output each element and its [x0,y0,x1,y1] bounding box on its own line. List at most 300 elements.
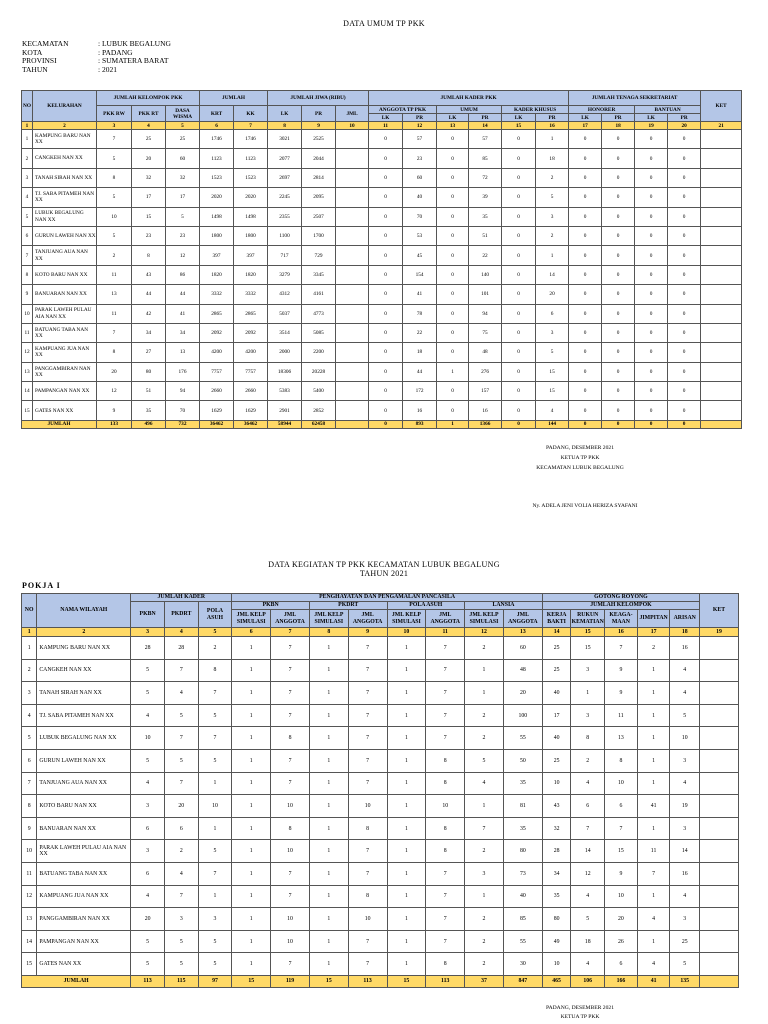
table-cell: 2 [536,226,569,245]
table-cell: 5 [131,953,165,976]
table-cell: 3 [670,749,700,772]
table-cell: 1 [637,682,670,705]
table-cell: 7757 [200,362,234,381]
table-cell: 2 [536,168,569,187]
column-number: 14 [542,628,571,637]
table-cell: 49 [542,930,571,953]
table-cell: 8 [426,817,465,840]
table-cell: 20228 [302,362,336,381]
table-cell: 0 [635,362,668,381]
table-cell: 1 [232,885,271,908]
header-pkbn-group: PKBN [232,602,310,610]
table-cell: 2000 [268,343,302,362]
table-cell: 0 [635,323,668,342]
table-cell: 1498 [200,207,234,226]
ket-cell [700,817,739,840]
column-number: 18 [602,122,635,130]
table-cell: 32 [166,168,200,187]
table-cell: 3 [536,323,569,342]
table-row [22,908,739,931]
header-ket: KET [701,91,742,122]
header-pola-asuh-group: POLA ASUH [387,602,465,610]
table-cell: 8 [571,727,605,750]
table-cell: 35 [542,885,571,908]
column-number: 13 [503,628,542,637]
table-cell: 1 [232,840,271,863]
table-cell: 7 [198,682,232,705]
table-cell: 86 [166,265,200,284]
table-cell: 11 [97,265,132,284]
table-cell: 1 [309,727,348,750]
table-cell: 2814 [302,168,336,187]
table-cell: 1 [309,885,348,908]
table-cell: 85 [503,908,542,931]
table-cell: 17 [542,704,571,727]
table-cell: 0 [369,343,403,362]
ket-cell [701,130,742,149]
total-cell: 847 [503,975,542,987]
table-cell: 22 [403,323,437,342]
table-cell: 7 [164,885,198,908]
total-cell: 133 [97,420,132,428]
row-number: 4 [22,188,33,207]
table-row [22,343,742,362]
table-cell: 1629 [200,401,234,420]
table-cell: 276 [469,362,502,381]
table-cell: 1 [571,682,605,705]
table-cell: 3 [571,659,605,682]
table-cell: 0 [602,246,635,265]
ket-cell [700,637,739,660]
table-cell: 14 [571,840,605,863]
table-cell: 0 [502,207,536,226]
table-cell: 3 [536,207,569,226]
column-number: 10 [336,122,369,130]
table-cell: 10 [542,953,571,976]
table-cell: 51 [469,226,502,245]
table-cell: 1 [387,862,426,885]
table-cell: 0 [668,265,701,284]
total-cell: 732 [166,420,200,428]
total-cell: 36462 [200,420,234,428]
table-cell: 1 [232,682,271,705]
table-cell: 10 [605,772,638,795]
table-cell: 5 [97,226,132,245]
info-row-kota: KOTA : PADANG [22,47,133,57]
table-cell: 0 [437,323,469,342]
table-cell: 28 [164,637,198,660]
total-cell: 496 [132,420,166,428]
header-pkbn: PKBN [131,602,165,628]
column-number: 16 [605,628,638,637]
table-cell: 0 [502,226,536,245]
table-cell: 4 [131,885,165,908]
info-row-kecamatan: KECAMATAN : LUBUK BEGALUNG [22,39,171,48]
table-cell: 12 [166,246,200,265]
table-cell: 44 [403,362,437,381]
table-cell: 1 [387,840,426,863]
ket-cell [701,188,742,207]
table-cell: 13 [97,285,132,304]
row-number: 2 [22,659,37,682]
header-kelurahan: KELURAHAN [33,91,97,122]
header-jml-kelp-simulasi: JML KELP SIMULASI [309,610,348,628]
table-cell: 2 [164,840,198,863]
table-cell: 4 [131,772,165,795]
table-cell: 51 [132,382,166,401]
table-row [22,207,742,226]
table-cell: 8 [426,749,465,772]
doc1-info-block [22,40,171,74]
table-cell: 0 [437,265,469,284]
table-cell: 0 [668,304,701,323]
table-cell: 1700 [302,226,336,245]
table-cell: 27 [132,343,166,362]
table-cell: 2355 [268,207,302,226]
table-row [22,840,739,863]
total-cell: 37 [465,975,504,987]
table-cell: 2660 [234,382,268,401]
table-cell: 0 [668,149,701,168]
data-umum-table [21,90,742,429]
table-cell: 7 [348,862,387,885]
table-cell: 0 [602,343,635,362]
table-cell: 2901 [268,401,302,420]
total-cell [336,420,369,428]
table-cell: 2 [465,908,504,931]
table-cell: 7 [271,637,310,660]
table-cell: 8 [605,749,638,772]
total-cell: 0 [502,420,536,428]
table-row [22,226,742,245]
header-jimpitan: JIMPITAN [637,610,670,628]
table-cell: 35 [469,207,502,226]
table-cell: 8 [198,659,232,682]
row-name: TJ. SABA PITAMEH NAN XX [33,188,97,207]
table-cell: 0 [602,304,635,323]
column-number: 8 [268,122,302,130]
table-cell: 1 [232,749,271,772]
table-cell: 1 [309,772,348,795]
ket-cell [700,682,739,705]
table-cell: 0 [635,226,668,245]
table-cell: 0 [369,304,403,323]
table-cell: 0 [569,130,602,149]
table-row [22,168,742,187]
table-cell: 44 [166,285,200,304]
total-cell: 113 [131,975,165,987]
table-cell: 7 [465,817,504,840]
header-jumlah-kelompok: JUMLAH KELOMPOK [542,602,699,610]
table-cell: 15 [536,362,569,381]
table-cell: 176 [166,362,200,381]
table-cell: 1 [309,704,348,727]
table-cell: 7 [271,704,310,727]
table-cell: 1 [232,795,271,818]
table-cell: 41 [637,795,670,818]
ket-cell [701,382,742,401]
table-cell: 5 [198,749,232,772]
table-cell: 5 [164,930,198,953]
table-cell: 8 [132,246,166,265]
table-cell: 0 [635,246,668,265]
table-cell: 7 [198,727,232,750]
table-cell: 5 [131,749,165,772]
table-row [22,727,739,750]
table-cell: 2077 [268,149,302,168]
table-cell: 10 [426,795,465,818]
table-cell: 5 [198,840,232,863]
table-cell: 7 [348,682,387,705]
row-name: KAMPUNG BARU NAN XX [37,637,131,660]
header-umum: UMUM [437,106,502,114]
table-cell: 4 [571,772,605,795]
table-row [22,285,742,304]
table-cell: 6 [605,795,638,818]
table-cell [336,401,369,420]
table-cell: 1 [437,362,469,381]
table-row [22,323,742,342]
table-cell: 1 [309,749,348,772]
table-cell: 81 [503,795,542,818]
table-cell: 1 [637,885,670,908]
table-cell: 16 [670,637,700,660]
table-cell: 7 [348,772,387,795]
table-cell: 0 [668,285,701,304]
table-cell: 4 [571,885,605,908]
column-number: 20 [668,122,701,130]
row-name: GURUN LAWEH NAN XX [37,749,131,772]
table-cell: 1 [387,953,426,976]
table-cell: 78 [403,304,437,323]
table-cell: 1 [387,930,426,953]
table-cell: 14 [536,265,569,284]
column-number: 12 [403,122,437,130]
table-cell: 20 [605,908,638,931]
row-number: 14 [22,382,33,401]
doc1-title: DATA UMUM TP PKK [343,19,425,28]
ket-cell [700,727,739,750]
table-cell [336,285,369,304]
table-cell: 2660 [200,382,234,401]
row-name: TJ. SABA PITAMEH NAN XX [37,704,131,727]
table-cell: 2 [198,637,232,660]
table-cell: 5 [131,659,165,682]
column-number: 14 [469,122,502,130]
table-cell: 9 [605,682,638,705]
table-cell: 10 [348,908,387,931]
table-cell: 2852 [302,401,336,420]
table-cell: 5 [198,953,232,976]
table-cell: 1 [387,727,426,750]
table-cell: 1 [387,704,426,727]
table-cell: 1629 [234,401,268,420]
table-cell: 0 [437,149,469,168]
table-cell: 1 [465,885,504,908]
table-cell: 94 [166,382,200,401]
ket-cell [701,362,742,381]
row-name: LUBUK BEGALUNG NAN XX [33,207,97,226]
table-cell: 397 [234,246,268,265]
table-cell: 157 [469,382,502,401]
info-row-provinsi: PROVINSI : SUMATERA BARAT [22,56,169,66]
table-cell: 6 [164,817,198,840]
column-number: 15 [571,628,605,637]
header-tenaga-sekretariat: JUMLAH TENAGA SEKRETARIAT [569,91,701,106]
table-cell: 8 [426,840,465,863]
table-cell: 25 [132,130,166,149]
table-cell: 1 [232,637,271,660]
total-cell: 58944 [268,420,302,428]
table-cell: 1 [465,795,504,818]
table-cell: 0 [369,168,403,187]
table-row [22,265,742,284]
table-cell: 0 [569,285,602,304]
table-cell: 55 [503,930,542,953]
table-cell: 0 [369,362,403,381]
row-number: 1 [22,637,37,660]
table-cell: 0 [569,149,602,168]
table-cell: 0 [369,401,403,420]
table-cell: 1 [309,930,348,953]
table-cell: 7 [426,682,465,705]
table-cell: 0 [502,304,536,323]
table-cell: 0 [635,130,668,149]
row-name: KAMPUANG JUA NAN XX [33,343,97,362]
column-number: 10 [387,628,426,637]
table-cell [336,246,369,265]
table-cell: 7 [271,862,310,885]
table-cell: 45 [403,246,437,265]
table-cell: 8 [426,953,465,976]
total-cell: 113 [426,975,465,987]
table-cell: 34 [132,323,166,342]
table-cell: 2865 [200,304,234,323]
row-name: PANGGAMBIRAN NAN XX [37,908,131,931]
table-cell: 0 [569,323,602,342]
ket-cell [701,420,742,428]
table-cell: 3279 [268,265,302,284]
table-cell: 1 [637,749,670,772]
table-cell: 5085 [302,323,336,342]
row-number: 9 [22,817,37,840]
row-name: PAMPANGAN NAN XX [33,382,97,401]
table-cell: 0 [502,188,536,207]
table-cell: 9 [605,659,638,682]
table-cell: 0 [502,246,536,265]
table-cell: 2 [465,953,504,976]
header-ket: KET [700,594,739,628]
table-cell: 1 [465,659,504,682]
table-cell: 1 [387,817,426,840]
table-cell: 0 [668,130,701,149]
table-cell: 0 [502,362,536,381]
table-cell: 4 [670,885,700,908]
header-pr: PR [403,114,437,122]
row-number: 12 [22,343,33,362]
header-pkdrt-group: PKDRT [309,602,387,610]
table-cell: 7 [271,682,310,705]
table-cell: 2 [465,727,504,750]
table-cell: 7 [426,885,465,908]
table-cell: 7 [271,749,310,772]
header-jumlah-kader: JUMLAH KADER PKK [369,91,569,106]
table-row [22,637,739,660]
table-cell: 4312 [268,285,302,304]
column-number: 3 [131,628,165,637]
ket-cell [700,862,739,885]
row-number: 15 [22,401,33,420]
total-row [22,420,742,428]
table-cell: 8 [348,817,387,840]
table-cell: 12 [97,382,132,401]
row-number: 13 [22,908,37,931]
table-cell: 28 [131,637,165,660]
total-cell: 0 [635,420,668,428]
column-number-row [22,628,739,637]
table-cell: 0 [602,207,635,226]
table-cell: 7 [271,953,310,976]
column-number: 7 [271,628,310,637]
table-cell: 7 [426,862,465,885]
table-cell: 39 [469,188,502,207]
header-honorer: HONORER [569,106,635,114]
table-cell: 16 [469,401,502,420]
ket-cell [700,704,739,727]
row-number: 11 [22,323,33,342]
total-cell: 144 [536,420,569,428]
table-cell: 1800 [234,226,268,245]
table-cell: 0 [437,382,469,401]
table-cell: 7 [271,659,310,682]
table-cell: 1 [198,817,232,840]
table-cell: 30 [503,953,542,976]
doc2-title: DATA KEGIATAN TP PKK KECAMATAN LUBUK BEGALUNG [268,560,500,569]
table-cell: 1820 [234,265,268,284]
column-number: 9 [302,122,336,130]
table-cell [336,226,369,245]
column-number: 6 [200,122,234,130]
table-cell: 7 [164,659,198,682]
table-cell: 9 [97,401,132,420]
table-cell: 40 [503,885,542,908]
table-cell: 6 [131,862,165,885]
table-cell: 60 [403,168,437,187]
table-cell: 0 [569,246,602,265]
table-cell: 7 [426,908,465,931]
table-cell: 20 [503,682,542,705]
table-cell: 7 [348,659,387,682]
table-cell: 0 [668,343,701,362]
column-number: 1 [22,122,33,130]
column-number: 19 [635,122,668,130]
table-cell [336,343,369,362]
table-cell: 14 [670,840,700,863]
table-cell: 1800 [200,226,234,245]
table-cell: 7 [348,840,387,863]
table-cell: 0 [437,226,469,245]
table-cell: 0 [437,246,469,265]
table-cell: 0 [635,285,668,304]
table-cell: 1 [309,682,348,705]
table-cell: 1 [387,659,426,682]
header-kader-khusus: KADER KHUSUS [502,106,569,114]
column-number: 11 [426,628,465,637]
table-cell: 10 [271,908,310,931]
table-cell: 18 [536,149,569,168]
table-cell: 4 [164,682,198,705]
table-cell: 10 [670,727,700,750]
